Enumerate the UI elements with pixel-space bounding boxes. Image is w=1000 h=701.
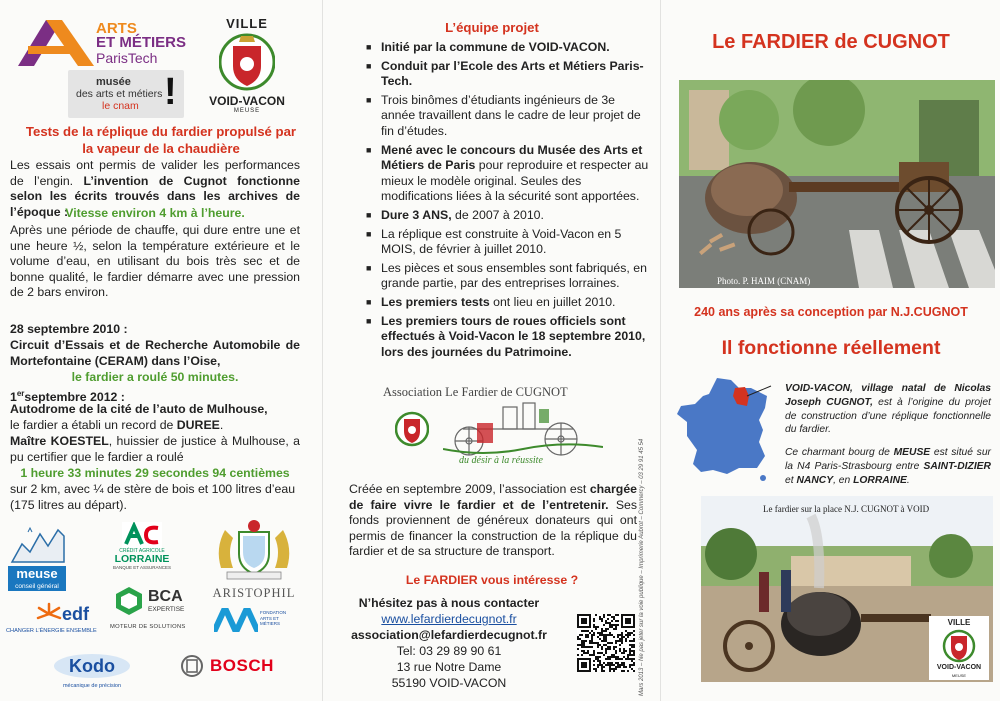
fardier-machine-icon — [679, 80, 995, 288]
am-name: FONDATION ARTS ET MÉTIERS — [260, 610, 287, 626]
aristophil-logo — [206, 518, 302, 610]
bca-hex-icon — [114, 586, 144, 616]
bullet-regular: ont lieu en juillet 2010. — [489, 294, 616, 309]
village-rest: est à l’origine du projet de construction d’une réplique fonctionnelle du fardier. — [785, 396, 992, 436]
bosch-logo — [180, 654, 284, 680]
bullet-regular: Trois binômes d’étudiants ingénieurs de 3e année travaillent dans le cadre de leur projet de fin d’études. — [381, 92, 641, 138]
ville-sub-label: MEUSE — [233, 108, 261, 114]
record-text — [10, 418, 300, 434]
koestel-text — [10, 434, 300, 465]
village-bold: VOID-VACON, village natal de Nicolas Joseph CUGNOT, — [785, 383, 991, 408]
meuse-sub: conseil général — [8, 582, 66, 591]
meuse-p1: Ce charmant bourg de — [785, 447, 894, 458]
record-end: . — [219, 418, 224, 432]
team-bullet-item — [381, 227, 649, 258]
bullet-bold: Les premiers tests — [381, 294, 490, 309]
ville-top-label: VILLE — [226, 16, 268, 31]
right-panel — [660, 0, 1000, 701]
team-bullet-item — [381, 93, 649, 140]
meuse-map-icon — [8, 524, 66, 564]
bullet-regular: de 2007 à 2010. — [451, 207, 544, 222]
kodo-logo — [48, 652, 136, 692]
record-bold: DUREE — [176, 418, 220, 432]
ville-small-sub: MEUSE — [951, 673, 967, 678]
edf-sun-icon — [34, 602, 64, 626]
team-bullet-item — [381, 40, 649, 56]
musee-line2: des arts et métiers — [76, 88, 163, 100]
team-bullet-item — [381, 59, 649, 90]
tests-title: Tests de la réplique du fardier propulsé par la vapeur de la chaudière — [25, 124, 297, 156]
musee-arts-metiers-logo — [68, 70, 184, 118]
ca-brand: CRÉDIT AGRICOLE — [119, 548, 165, 554]
meuse-p3: et — [785, 474, 797, 486]
meuse-text — [785, 446, 991, 487]
am-icon — [214, 608, 258, 632]
bullet-bold: Les premiers tours de roues officiels sont effectués à Void-Vacon le 18 septembre 2010, lors des journées du Patrimoine. — [381, 313, 646, 359]
record-detail: sur 2 km, avec ¼ de stère de bois et 100 litres d’eau (175 litres au départ). — [10, 482, 296, 512]
ville-small-bottom: VOID-VACON — [936, 664, 982, 671]
website-link[interactable]: www.lefardierdecugnot.fr — [381, 612, 517, 626]
association-text — [349, 482, 637, 560]
bosch-armature-icon — [180, 654, 204, 678]
contact-title: N’hésitez pas à nous contacter — [358, 596, 540, 610]
assoc-logo-slogan: du désir à la réussite — [459, 455, 543, 466]
autodrome-text: Autodrome de la cité de l’auto de Mulhouse, — [10, 402, 268, 416]
speed-line: Vitesse environ 4 km à l’heure. — [65, 206, 245, 220]
meuse-b1: MEUSE — [893, 447, 931, 458]
aristophil-crest-icon — [213, 518, 295, 582]
cover-headline: Il fonctionne réellement — [721, 337, 941, 359]
photo-credit: Photo. P. HAIM (CNAM) — [717, 276, 811, 286]
middle-panel — [322, 0, 660, 701]
meuse-b4: LORRAINE — [853, 474, 907, 486]
village-text — [785, 382, 991, 437]
email-link[interactable]: association@lefardierdecugnot.fr — [351, 628, 547, 642]
edf-name: edf — [62, 604, 89, 624]
meuse-b2: SAINT-DIZIER — [923, 460, 991, 472]
france-map-icon — [673, 374, 781, 482]
edf-logo — [6, 600, 106, 640]
bullet-bold: Mené avec le concours du Musée des Arts et Métiers de Paris — [381, 142, 643, 173]
meuse-p2: est situé sur la N4 Paris-Strasbourg entre — [785, 447, 991, 472]
cover-subtitle: 240 ans après sa conception par N.J.CUGNOT — [694, 305, 968, 319]
fondation-am-logo — [214, 606, 288, 640]
logo-arts-line3: ParisTech — [96, 50, 158, 66]
assoc-logo-title: Association Le Fardier de CUGNOT — [383, 385, 568, 399]
meuse-name: meuse — [8, 566, 66, 582]
date2-day: 1 — [10, 390, 17, 405]
koestel-rest: , huissier de justice à Mulhouse, a pu certifier que le fardier a roulé — [10, 434, 300, 464]
date2-rest: septembre 2012 : — [24, 390, 125, 405]
left-panel — [0, 0, 322, 701]
bullet-regular: La réplique est construite à Void-Vacon en 5 MOIS, de février à juillet 2010. — [381, 226, 622, 257]
association-logo — [383, 385, 615, 469]
assoc-crest-icon — [395, 409, 429, 449]
bca-sub: EXPERTISE — [148, 606, 185, 613]
bosch-name: BOSCH — [210, 656, 274, 675]
circuit-text: Circuit d’Essais et de Recherche Automobile de Mortefontaine (CERAM) dans l’Oise, — [10, 338, 300, 368]
ville-bottom-label: VOID-VACON — [209, 94, 285, 108]
telephone: Tel: 03 29 89 90 61 — [396, 644, 502, 658]
printer-vertical-note: Mars 2013 – Ne pas jeter sur la voie publique – Imprimerie Aubrot – Commercy – 03 29 91 45 54 — [639, 438, 645, 696]
qr-code-icon[interactable] — [577, 614, 635, 672]
record-time: 1 heure 33 minutes 29 secondes 94 centièmes — [20, 466, 290, 480]
ville-logo-small — [929, 616, 989, 680]
svg-text:Kodo: Kodo — [69, 656, 115, 676]
assoc-bold: chargée de faire vivre le fardier et de l’entretenir. — [349, 482, 637, 512]
para1-plain: Les essais ont permis de valider les performances de l’engin. — [10, 158, 300, 188]
team-bullet-item — [381, 143, 649, 205]
cover-title: Le FARDIER de CUGNOT — [712, 31, 950, 53]
ville-void-vacon-logo — [210, 16, 284, 120]
team-bullet-item — [381, 261, 649, 292]
team-bullets — [365, 40, 649, 363]
ville-small-top: VILLE — [947, 618, 971, 627]
team-title: L’équipe projet — [445, 20, 539, 35]
meuse-b3: NANCY — [796, 474, 834, 486]
address-line2: 55190 VOID-VACON — [391, 676, 507, 690]
bca-tag: MOTEUR DE SOLUTIONS — [110, 624, 186, 630]
musee-line3: le cnam — [102, 100, 139, 112]
ca-name: LORRAINE — [114, 553, 170, 565]
team-bullet-item — [381, 295, 649, 311]
ville-small-crest-icon — [942, 628, 976, 664]
credit-agricole-logo — [108, 522, 176, 574]
bca-name: BCA — [148, 588, 183, 605]
ca-sub: BANQUE ET ASSURANCES — [113, 565, 171, 570]
fardier-photo — [679, 80, 995, 288]
record-plain: le fardier a établi un record de — [10, 418, 177, 432]
musee-mark: ! — [164, 71, 177, 113]
meuse-logo — [8, 524, 66, 596]
interest-title: Le FARDIER vous intéresse ? — [405, 573, 579, 587]
bca-logo — [106, 586, 196, 638]
musee-line1: musée — [96, 76, 131, 88]
bullet-bold: Initié par la commune de VOID-VACON. — [381, 40, 610, 54]
logo-arts-line2: ET MÉTIERS — [96, 34, 187, 51]
arts-et-metiers-logo — [18, 20, 203, 68]
heating-paragraph: Après une période de chauffe, qui dure entre une et une heure ½, selon la température extérieure et le volume d’eau, en utilisant du bois très sec et de bonne qualité, le fardier démarre avec une pression de 2 bars environ. — [10, 223, 300, 300]
date-2010: 28 septembre 2010 : — [10, 322, 128, 336]
kodo-sub: mécanique de précision — [62, 683, 122, 689]
bullet-regular: Les pièces et sous ensembles sont fabriqués, en grande partie, par des entreprises lorraines. — [381, 260, 647, 291]
ca-mark-icon — [122, 522, 162, 548]
fardier-drawing-icon — [443, 399, 603, 459]
aristophil-name: ARISTOPHIL — [212, 586, 296, 600]
para1-bold: L’invention de Cugnot fonctionne selon les écrits trouvés dans les archives de l’époque : — [10, 173, 300, 219]
date2-sup: er — [16, 389, 25, 398]
edf-sub: CHANGER L’ÉNERGIE ENSEMBLE — [6, 628, 97, 634]
koestel-bold: Maître KOESTEL — [10, 434, 109, 448]
team-bullet-item — [381, 208, 649, 224]
meuse-p4: , en — [833, 474, 854, 486]
crest-icon — [219, 32, 275, 92]
logo-arts-line1: ARTS — [96, 20, 137, 37]
bullet-bold: Dure 3 ANS, — [381, 207, 452, 222]
team-bullet-item — [381, 314, 649, 361]
bullet-regular: pour reproduire et respecter au mieux le modèle original. Seules des modifications liées à la sécurité sont apportées. — [381, 158, 649, 204]
photo2-caption: Le fardier sur la place N.J. CUGNOT à VOID — [763, 504, 930, 514]
address-line1: 13 rue Notre Dame — [396, 660, 502, 674]
rolled-50: le fardier a roulé 50 minutes. — [71, 370, 239, 384]
bullet-bold: Conduit par l’Ecole des Arts et Métiers Paris-Tech. — [381, 58, 644, 89]
place-cugnot-photo — [701, 496, 993, 682]
assoc-plain2: Ses fonds proviennent de généreux donateurs qui ont permis de financer la construction de la réplique du fardier et de sa structure de transport. — [349, 497, 638, 559]
kodo-wordmark-icon — [52, 652, 132, 680]
meuse-p5: . — [906, 474, 910, 486]
assoc-plain1: Créée en septembre 2009, l’association est — [349, 482, 590, 496]
